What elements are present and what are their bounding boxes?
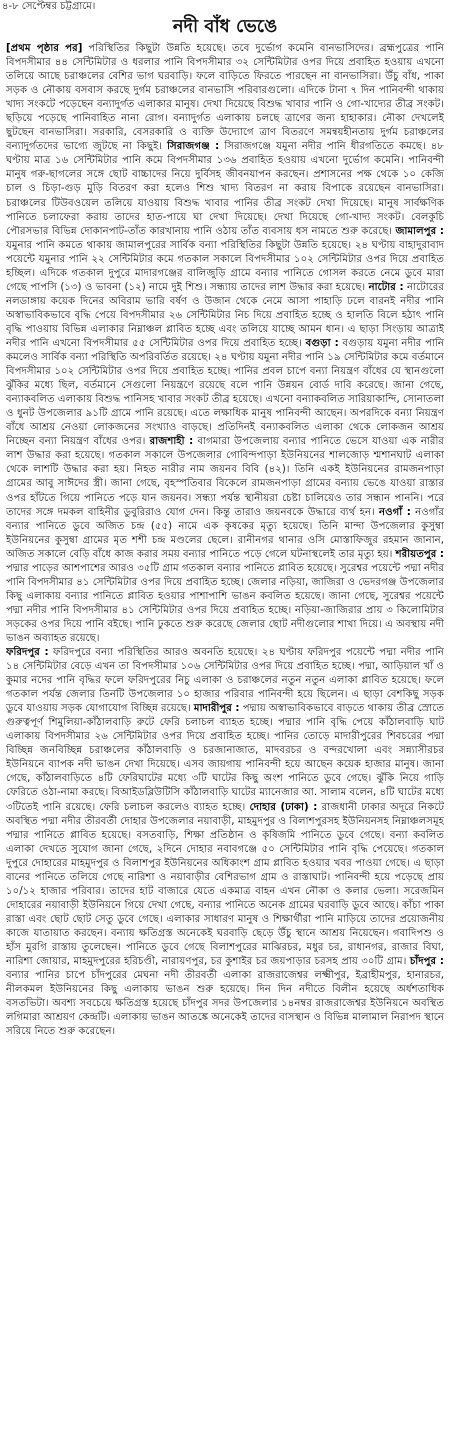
paragraph	[6, 42, 444, 646]
paragraph-text: পদ্মার পাড়ের আশপাশের আরও ৩৫টি গ্রাম গতকাল বন্যার পানিতে প্লাবিত হয়েছে। সুরেশ্বর পয়েন্টে পদ্মা নদীর পানি বিপদসীমার ৪১ সেন্টিমিটার ওপর দিয়ে প্রবাহিত হচ্ছে। জেলার নড়িয়া, জাজিরা ও ভেদরগঞ্জ উপজেলার কিছু এলাকায় বন্যার পানিতে প্লাবিত হওয়ার পাশাপাশি ভাঙন কবলিত হয়েছে। জানা গেছে, সুরেশ্বর পয়েন্টে পদ্মা নদীর পানি বিপদসীমার ৪১ সেন্টিমিটার ওপর দিয়ে প্রবাহিত হচ্ছে। নড়িয়া-জাজিরার প্রায় ৩ কিলোমিটার সড়কের ওপর দিয়ে পানি বইছে। পানি ঢুকতে শুরু করেছে জেলার ছোট নদীগুলোর শাখা দিয়ে। এ অবস্থায় নদী ভাঙন অব্যাহত রয়েছে।	[6, 562, 444, 644]
paragraph-lead: সিরাজগঞ্জ :	[167, 141, 220, 153]
paragraph-text: রাজধানী ঢাকার অদূরে নিকটে অবস্থিত পদ্মা নদীর তীরবর্তী দোহার উপজেলার নয়াবাড়ী, মাহমুদপুর ও বিলাশপুরসহ ইউনিয়নসহ নিম্নাঞ্চলসমূহ পদ্মার পানিতে প্লাবিত হয়েছে। বসতবাড়ি, শিক্ষা প্রতিষ্ঠান ও কৃষিজমি পানিতে ডুবে গেছে। বন্যা কবলিত এলাকা দেখতে সুযোগ জানা গেছে, ২দিনে দোহার নবাবগঞ্জে ৫০ সেন্টিমিটার পানি বৃদ্ধি পেয়েছে। গতকাল দুপুরে দোহারের মাহমুদপুর ও বিলাশপুর ইউনিয়নের অধিকাংশ গ্রাম প্লাবিত হওয়ার খবর পাওয়া গেছে। এ ছাড়া বানের পানিতে তলিয়ে গেছে নারিশা ও নয়াবাড়ীর বেশিরভাগ গ্রাম ও রাস্তাঘাট। পানিবন্দী হয়ে পড়েছে প্রায় ১০/১২ হাজার পরিবার। তাদের হাট বাজারে যেতে একমাত্র বাহন এখন নৌকা ও কলার ভেলা। সরেজমিন দোহারের নয়াবাড়ী ইউনিয়নে গিয়ে দেখা গেছে, বন্যার পানিতে অনেক গ্রামের ঘরবাড়ি ডুবে আছে। কাঁচা পাকা রাস্তা এবং ছোট ছোট সেতু ডুবে গেছে। এলাকার সাধারণ মানুষ ও শিক্ষার্থীরা পানি মাড়িয়ে তাদের প্রয়োজনীয় কাজে যাতায়াত করছেন। বন্যায় ক্ষতিগ্রস্ত অনেকেই ঘরবাড়ি ছেড়ে উঁচু স্থানে আশ্রয় নিয়েছেন। গবাদিপশু ও হাঁস মুরগি রাস্তায় তুলেছেন। পানিতে ডুবে গেছে বিলাশপুরের মাঝিরচর, মধুর চর, রাধানগর, রাজার বিঘা, নারিশা জোয়ার, মাহমুদপুরের হরিচণ্ডী, নারায়ণপুর, চর কুশাইর চর জয়পাড়ার চরসহ প্রায় ৩০টি গ্রাম।	[6, 801, 444, 968]
paragraph-text: পরিস্থিতির কিছুটা উন্নতি হয়েছে। তবে দুর্ভোগ কমেনি বানভাসিদের। ব্রহ্মপুত্রের পানি বিপদসীমার ৪৪ সেন্টিমিটার ও ধরলার পানি বিপদসীমার ৩২ সেন্টিমিটার ওপর দিয়ে প্রবাহিত হওয়ায় এখনো তলিয়ে আছে চরাঞ্চলের বেশির ভাগ ঘরবাড়ি। ফলে বাড়িতে ফিরতে পারছেন না বানভাসিরা। উঁচু বাঁধ, পাকা সড়ক ও নৌকায় বসবাস করছে দুর্গম চরাঞ্চলের বানভাসি পরিবারগুলো। এদিকে টানা ৭ দিন পানিবন্দী থাকায় খাদ্য সংকটে পড়েছেন বন্যাদুর্গত এলাকার মানুষ। দেখা দিয়েছে বিশুদ্ধ খাবার পানি ও গো-খাদ্যের তীব্র সংকট। ছড়িয়ে পড়েছে পানিবাহিত নানা রোগ। বন্যাদুর্গত এলাকায় চলছে ত্রাণের জন্য হাহাকার। নৌকা দেখলেই ছুটছেন বানভাসিরা। সরকারি, বেসরকারি ও ব্যক্তি উদ্যোগে ত্রাণ বিতরণে সমন্বয়হীনতায় দুর্গম চরাঞ্চলের বন্যাদুর্গতদের ভাগ্যে জুটছে না কিছুই।	[6, 43, 444, 153]
paragraph-lead: জামালপুর :	[395, 225, 444, 237]
paragraph-lead: চাঁদপুর :	[409, 956, 444, 968]
paragraph-lead: নাটোর :	[368, 281, 404, 293]
paragraph-text: ফরিদপুরে বন্যা পরিস্থিতির আরও অবনতি হয়েছে। ২৪ ঘণ্টায় ফরিদপুর পয়েন্টে পদ্মা নদীর পানি ১৪ সেন্টিমিটার বেড়ে এখন তা বিপদসীমার ১০৬ সেন্টিমিটার ওপর দিয়ে প্রবাহিত হচ্ছে। পদ্মা, আড়িয়াল খাঁ ও কুমার নদের পানি বৃদ্ধির ফলে ফরিদপুরের নিচু এলাকা ও চরাঞ্চলের নতুন নতুন এলাকা প্লাবিত হয়েছে। ফলে গতকাল পর্যন্ত জেলার তিনটি উপজেলার ১০ হাজার পরিবার পানিবন্দী হয়ে ছিলেন। এ ছাড়া বেশকিছু সড়ক ডুবে যাওয়ায় সড়ক যোগাযোগ বিচ্ছিন্ন রয়েছে।	[6, 647, 444, 715]
dateline: ৪-৮ সেপ্টেম্বর চট্টগ্রামে।	[2, 1, 96, 12]
paragraph	[6, 646, 444, 1039]
headline: নদী বাঁধ ভেঙে	[172, 16, 278, 37]
paragraph-lead: বগুড়া :	[305, 337, 339, 349]
paragraph-text: বন্যার পানির চাপে চাঁদপুরের মেঘনা নদী তীরবর্তী এলাকা রাজরাজেশ্বর লক্ষ্মীপুর, ইব্রাহীমপুর, হানারচর, নীলকমল ইউনিয়নের কিছু এলাকায় ভাঙন শুরু হয়েছে। দিন দিন নদীতে বিলীন হয়েছে অর্ধশতাধিক বসতভিটা। অবশ্য সবচেয়ে ক্ষতিগ্রস্ত হয়েছে চাঁদপুর সদর উপজেলার ১৪নম্বর রাজরাজেশ্বর ইউনিয়নে অবস্থিত লগিমারা আশ্রয়ণ কেন্দ্রটি। এলাকায় ভাঙন আতঙ্কে অনেকেই তাদের বাসস্থান ও বিভিন্ন মালামাল নিরাপদ স্থানে সরিয়ে নিতে শুরু করেছেন।	[6, 970, 444, 1038]
paragraph-lead: রাজশাহী :	[149, 436, 194, 448]
paragraph-lead: শরীয়তপুর :	[395, 548, 444, 560]
paragraph-text: নাটোরের নলডাঙ্গায় কয়েক দিনের অবিরাম ভারি বর্ষণ ও উজান থেকে নেমে আসা পাহাড়ি ঢলে বারনই নদীর পানি অস্বাভাবিকভাবে বৃদ্ধি পেয়ে বিপদসীমার ২৬ সেন্টিমিটার নিচ দিয়ে প্রবাহিত হচ্ছে ও হালতি বিলে হঠাৎ পানি বৃদ্ধি পাওয়ায় বিভিন্ন এলাকার নিম্নাঞ্চল প্লাবিত হচ্ছে এবং তলিয়ে যাচ্ছে আমন ধান। এ ছাড়া সিংড়ায় আত্রাই নদীর পানি এখনো বিপদসীমার ৫৫ সেন্টিমিটার ওপর দিয়ে প্রবাহিত হচ্ছে।	[6, 281, 444, 349]
paragraph-text: বাগমারা উপজেলায় বন্যার পানিতে ভেসে যাওয়া এক নারীর লাশ উদ্ধার করা হয়েছে। গতকাল সকালে উপজেলার গোবিন্দপাড়া ইউনিয়নের শালজোড় শ্মশানঘাট এলাকা থেকে লাশটি উদ্ধার করা হয়। নিহত নারীর নাম জয়নব বিবি (৪২)। তিনি একই ইউনিয়নের রামজনপাড়া গ্রামের আবু সাঈদের স্ত্রী। জানা গেছে, বৃহস্পতিবার বিকেলে রামজনপাড়া গ্রামের বন্যায় ভেঙে যাওয়া রাস্তার ওপর হাঁটতে গিয়ে পানিতে পড়ে যান জয়নব। সন্ধ্যা পর্যন্ত স্থানীয়রা চেষ্টা চালিয়েও তার সন্ধান পাননি। পরে তাদের সঙ্গে দমকল বাহিনীর ডুবুরিরাও যোগ দেন। কিন্তু তারাও জয়নবকে উদ্ধারে ব্যর্থ হন।	[6, 436, 444, 518]
paragraph-lead: নওগাঁ :	[378, 506, 411, 518]
paragraph-lead: ফরিদপুর :	[6, 647, 49, 659]
paragraph-text: পদ্মায় অস্বাভাবিকভাবে বাড়তে থাকায় তীব্র স্রোতে গুরুত্বপূর্ণ শিমুলিয়া-কাঁঠালবাড়ি রুটে ফেরি চলাচল ব্যাহত হচ্ছে। পদ্মার পানি বৃদ্ধি পেয়ে কাঁঠালবাড়ি ঘাট এলাকায় বিপদসীমার ২৬ সেন্টিমিটার ওপর দিয়ে প্রবাহিত হচ্ছে। পানির তোড়ে মাদারীপুরের শিবচরের পদ্মা বিচ্ছিন্ন জনবিচ্ছিন্ন চরাঞ্চলের কাঁঠালবাড়ি ও চরজানাজাত, মাদবরচর ও বন্দরখোলা এবং সন্ন্যাসীরচর ইউনিয়নে ব্যাপক নদী ভাঙন দেখা দিয়েছে। এসব জায়গায় পানিবন্দী হয়ে আছেন কয়েক হাজার মানুষ। জানা গেছে, কাঁঠালবাড়িতে ৪টি ফেরিঘাটের মধ্যে ৩টি ঘাটের কিছু অংশ পানিতে ডুবে গেছে। ঝুঁকি নিয়ে গাড়ি ফেরিতে ওঠা-নামা করছে। বিআইডব্লিউটিসি কাঁঠালবাড়ি ঘাটের ম্যানেজার আ. সালাম বলেন, ৪টি ঘাটের মধ্যে ৩টিতেই পানি রয়েছে। ফেরি চলাচল করলেও ব্যাহত হচ্ছে।	[6, 703, 444, 813]
paragraph-lead: মাদারীপুর :	[193, 703, 240, 715]
article-body	[6, 42, 444, 1446]
paragraph-text: সিরাজগঞ্জে যমুনা নদীর পানি ধীরগতিতে কমছে। ৪৮ ঘণ্টায় মাত্র ১৬ সেন্টিমিটার পানি কমে বিপদসীমার ১৩৬ প্রবাহিত হওয়ায় এখনো দুর্ভোগ কমেনি। পানিবন্দী মানুষ গরু-ছাগলের সঙ্গে ছোট বাচ্চাদের নিয়ে দুর্বিসহ জীবনযাপন করছেন। প্রশাসনের পক্ষ থেকে ১০ কেজি চাল ও চিড়া-গুড় মুড়ি বিতরণ করা হলেও শিশু খাদ্য বিতরণ না করায় বিপাকে রয়েছেন বানভাসিরা। চরাঞ্চলের টিউবওয়েল তলিয়ে যাওয়ায় বিশুদ্ধ খাবার পানির তীব্র সংকট দেখা দিয়েছে। মানুষ সার্বক্ষণিক পানিতে চলাফেরা করায় তাদের হাত-পায়ে ঘা দেখা দিয়েছে। দেখা দিয়েছে গো-খাদ্য সংকট। বেলকুচি পৌরসভার বিভিন্ন দোকানপাট-তাঁত কারখানায় পানি ওঠায় তাঁত ব্যবসায় ধস নামতে শুরু করেছে।	[6, 141, 444, 237]
paragraph-lead: দোহার (ঢাকা) :	[249, 801, 318, 813]
paragraph-text: নওগাঁর বন্যার পানিতে ডুবে অজিত চন্দ্র (৫৫) নামে এক কৃষকের মৃত্যু হয়েছে। তিনি মান্দা উপজেলার কুসুম্বা ইউনিয়নের কুসুম্বা গ্রামের মৃত শশী চন্দ্র মণ্ডলের ছেলে। রানীনগর থানার ওসি মোস্তাফিজুর রহমান জানান, অজিত সকালে বেড়ি বাঁধে কাজ করার সময় বন্যার পানিতে পড়ে গেলে ঘটনাস্থলেই তার মৃত্যু হয়।	[6, 506, 444, 560]
paragraph-lead: [প্রথম পৃষ্ঠার পর]	[6, 43, 83, 54]
paragraph-text: বগুড়ায় যমুনা নদীর পানি কমলেও সার্বিক বন্যা পরিস্থিতি অপরিবর্তিত রয়েছে। ২৪ ঘণ্টায় যমুনা নদীর পানি ১৯ সেন্টিমিটার কমে বর্তমানে বিপদসীমার ১০২ সেন্টিমিটার ওপর দিয়ে প্রবাহিত হচ্ছে। পানির প্রবল চাপে বন্যা নিয়ন্ত্রণ বাঁধের যে স্থানগুলো ঝুঁকির মধ্যে ছিল, বর্তমানে সেগুলো নিয়ন্ত্রণে রয়েছে বলে পানি উন্নয়ন বোর্ড দাবি করেছে। জানা গেছে, বন্যাকবলিত এলাকায় বিশুদ্ধ পানিসহ খাবার সংকট তীব্র হয়েছে। এখনো বন্যাকবলিত সারিয়াকান্দি, সোনাতলা ও ধুনট উপজেলার ৯১টি গ্রামে পানি রয়েছে। এতে লক্ষাধিক মানুষ পানিবন্দী আছেন। অপরদিকে বন্যা নিয়ন্ত্রণ বাঁধে আশ্রয় নেওয়া লোকজনের সংখ্যাও বাড়ছে। প্রতিদিনই বন্যাকবলিত এলাকা থেকে লোকজন আশ্রয় নিচ্ছেন বন্যা নিয়ন্ত্রণ বাঁধের ওপর।	[6, 337, 444, 448]
paragraph-text: যমুনার পানি কমতে থাকায় জামালপুরের সার্বিক বন্যা পরিস্থিতির কিছুটা উন্নতি হয়েছে। ২৪ ঘণ্টায় বাহাদুরাবাদ পয়েন্টে যমুনার পানি ২২ সেন্টিমিটার কমে গতকাল সকালে বিপদসীমার ১০২ সেন্টিমিটার ওপর দিয়ে প্রবাহিত হচ্ছিল। এদিকে গতকাল দুপুরে মাদারগঞ্জের বালিজুড়ি গ্রামে বন্যার পানিতে গোসল করতে নেমে ডুবে মারা গেছে পাপসি (১৩) ও ভাবনা (১২) নামে দুই শিশু। সন্ধ্যায় তাদের লাশ উদ্ধার করা হয়েছে।	[6, 239, 444, 293]
